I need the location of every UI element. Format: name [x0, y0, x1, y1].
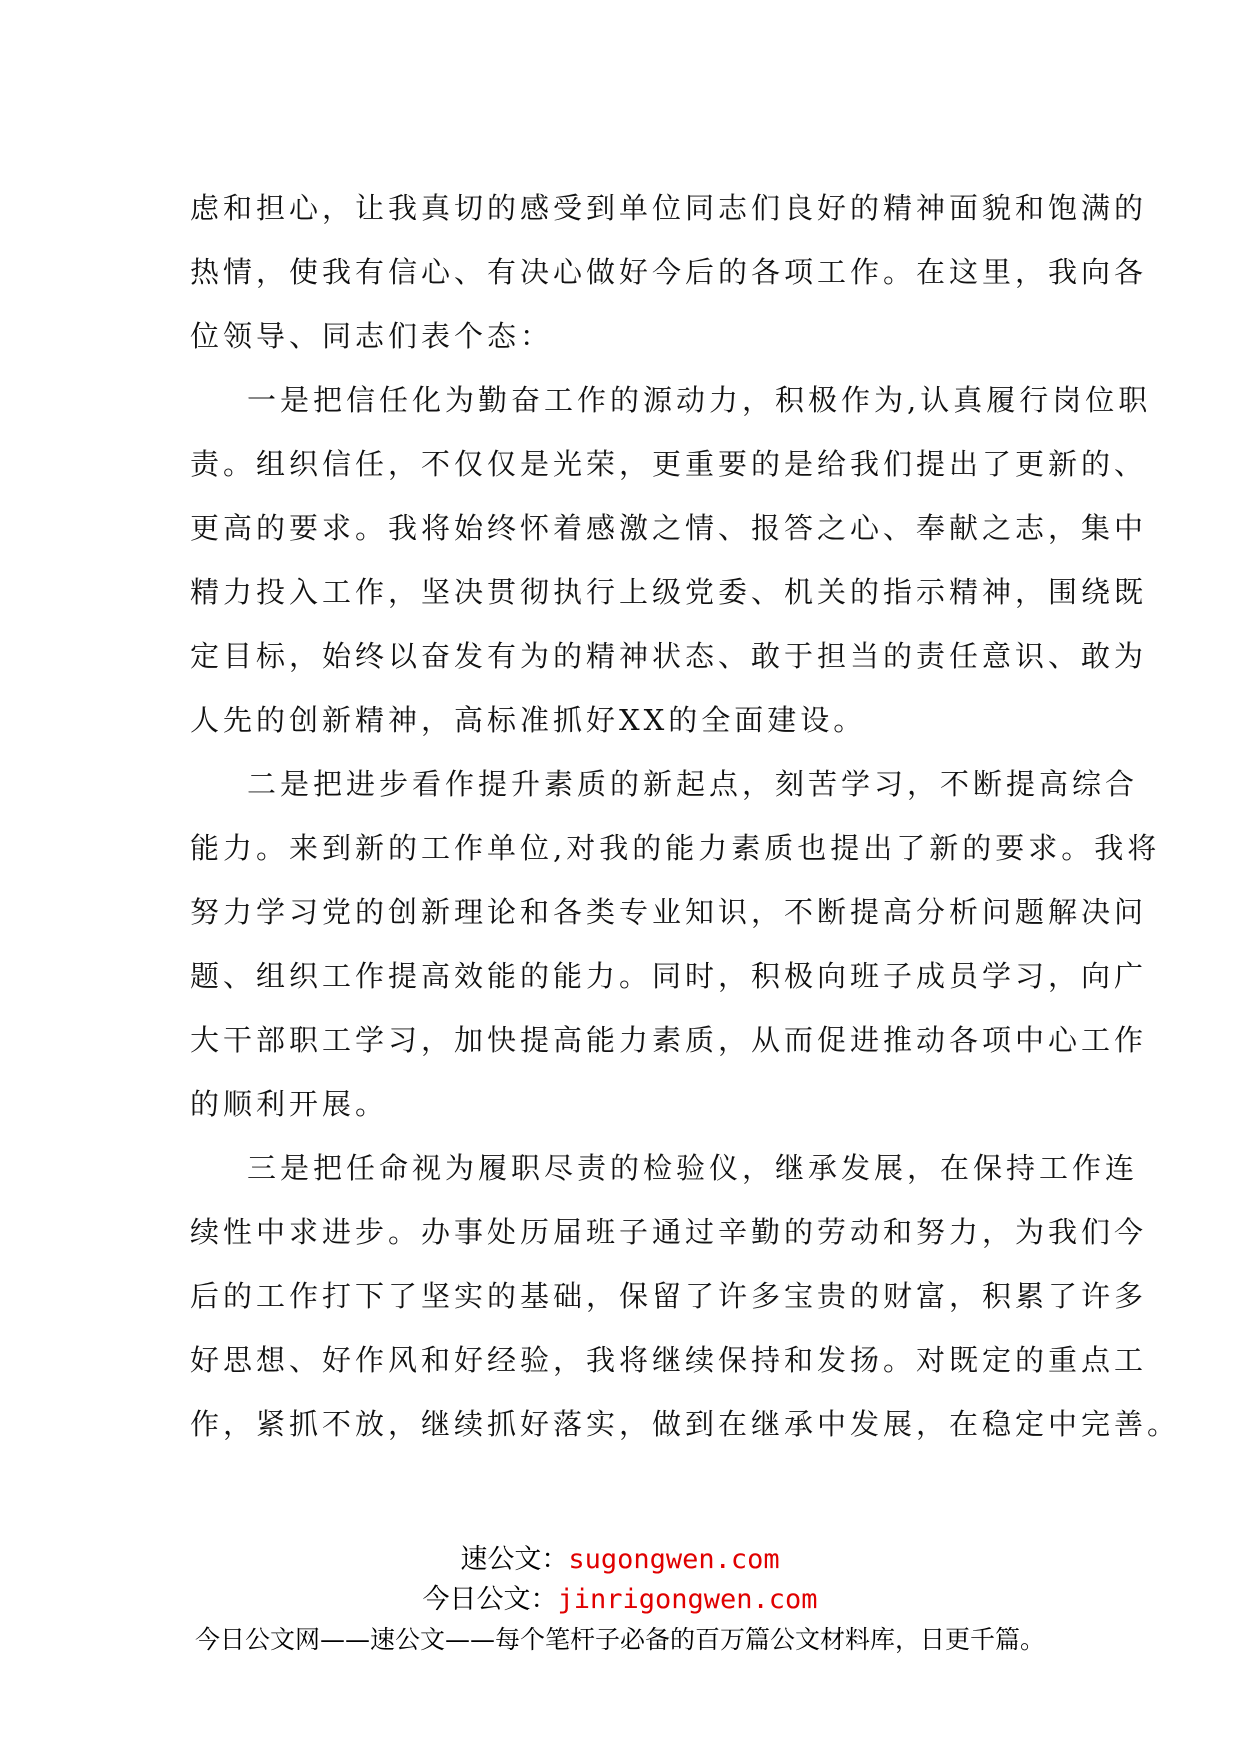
text-line: 题、组织工作提高效能的能力。同时，积极向班子成员学习，向广 [190, 959, 1148, 993]
text-line: 责。组织信任，不仅仅是光荣，更重要的是给我们提出了更新的、 [190, 447, 1148, 481]
text-line: 人先的创新精神，高标准抓好XX的全面建设。 [190, 703, 867, 737]
text-line: 续性中求进步。办事处历届班子通过辛勤的劳动和努力，为我们今 [190, 1215, 1148, 1249]
text-line: 后的工作打下了坚实的基础，保留了许多宝贵的财富，积累了许多 [190, 1279, 1148, 1313]
paragraph-three-start: 三是把任命视为履职尽责的检验仪，继承发展，在保持工作连 [247, 1151, 1139, 1185]
text-line: 位领导、同志们表个态： [190, 319, 554, 353]
footer-site2-label: 今日公文： [422, 1584, 558, 1615]
text-line: 大干部职工学习，加快提高能力素质，从而促进推动各项中心工作 [190, 1023, 1148, 1057]
text-line: 作，紧抓不放，继续抓好落实，做到在继承中发展，在稳定中完善。 [190, 1407, 1181, 1441]
text-line: 热情，使我有信心、有决心做好今后的各项工作。在这里，我向各 [190, 255, 1148, 289]
text-line: 的顺利开展。 [190, 1087, 389, 1121]
text-line: 好思想、好作风和好经验，我将继续保持和发扬。对既定的重点工 [190, 1343, 1148, 1377]
paragraph-one-start: 一是把信任化为勤奋工作的源动力，积极作为,认真履行岗位职 [247, 383, 1152, 417]
text-line: 虑和担心，让我真切的感受到单位同志们良好的精神面貌和饱满的 [190, 191, 1148, 225]
footer-site-jinrigongwen [0, 1580, 1240, 1620]
text-line: 努力学习党的创新理论和各类专业知识，不断提高分析问题解决问 [190, 895, 1148, 929]
page-footer [0, 1540, 1240, 1660]
footer-site2-link[interactable]: jinrigongwen.com [557, 1584, 818, 1615]
text-line: 更高的要求。我将始终怀着感激之情、报答之心、奉献之志，集中 [190, 511, 1148, 545]
text-line: 定目标，始终以奋发有为的精神状态、敢于担当的责任意识、敢为 [190, 639, 1148, 673]
document-body [190, 176, 1181, 1456]
text-line: 能力。来到新的工作单位,对我的能力素质也提出了新的要求。我将 [190, 831, 1161, 865]
footer-site1-link[interactable]: sugongwen.com [568, 1544, 780, 1575]
footer-slogan: 今日公文网——速公文——每个笔杆子必备的百万篇公文材料库，日更千篇。 [194, 1625, 1045, 1654]
text-line: 精力投入工作，坚决贯彻执行上级党委、机关的指示精神，围绕既 [190, 575, 1148, 609]
paragraph-two-start: 二是把进步看作提升素质的新起点，刻苦学习，不断提高综合 [247, 767, 1139, 801]
footer-site-sugongwen [0, 1540, 1240, 1580]
footer-site1-label: 速公文： [460, 1544, 569, 1575]
